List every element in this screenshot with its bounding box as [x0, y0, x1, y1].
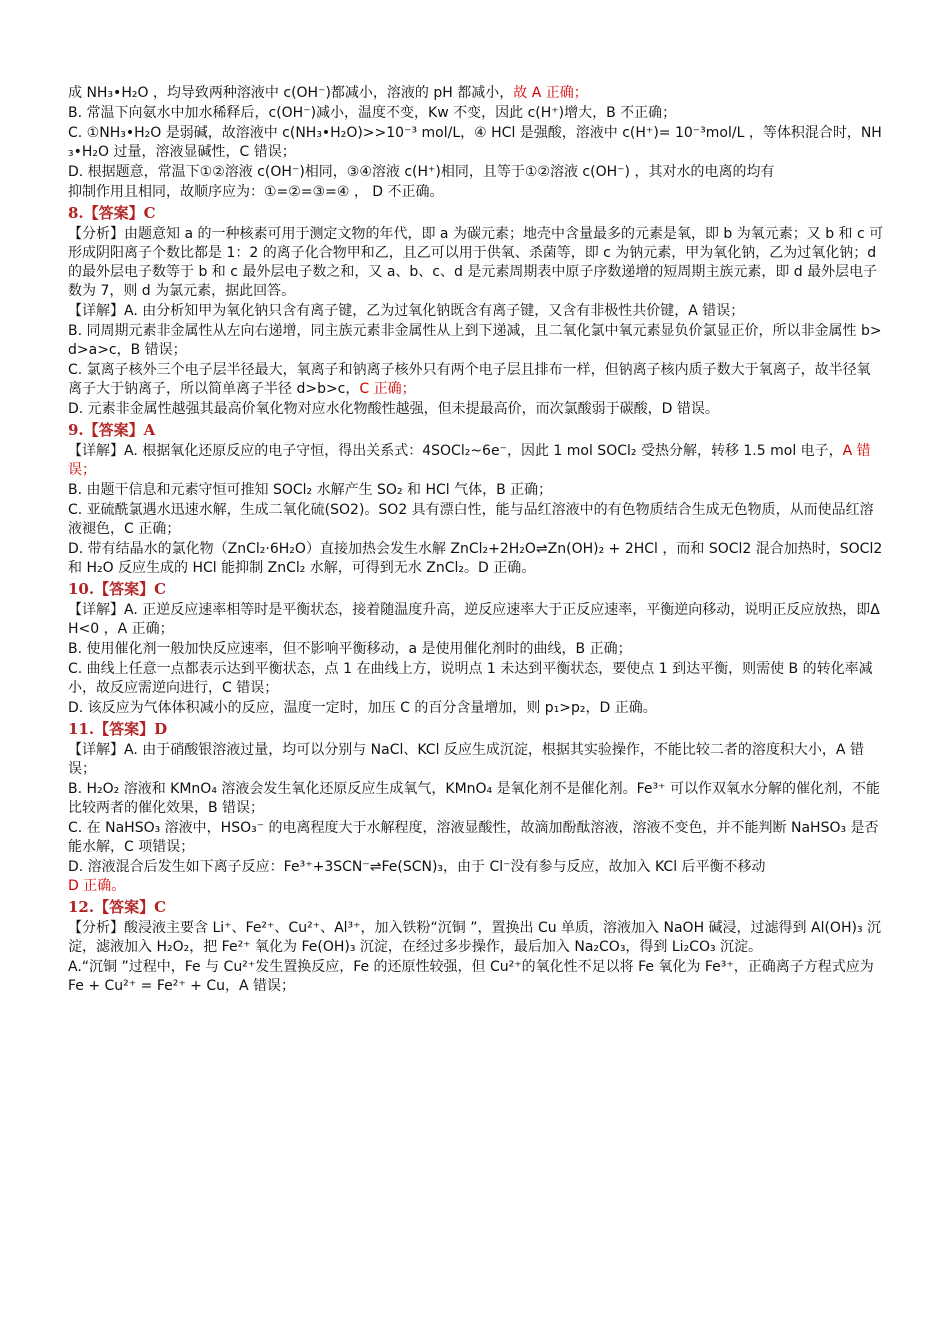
question-number: 10. [68, 580, 95, 598]
paragraph: 【分析】酸浸液主要含 Li⁺、Fe²⁺、Cu²⁺、Al³⁺，加入铁粉“沉铜 ”，置换出 Cu 单质，溶液加入 NaOH 碱浸，过滤得到 Al(OH)₃ 沉淀，滤液加入 H₂O₂，把 Fe²⁺ 氧化为 Fe(OH)₃ 沉淀，在经过多步操作，最后加入 Na₂CO₃，得到 Li₂CO₃ 沉淀。 [68, 920, 882, 955]
paragraph: C. 亚硫酰氯遇水迅速水解，生成二氧化硫(SO2)。SO2 具有漂白性，能与品红溶液中的有色物质结合生成无色物质，从而使品红溶液褪色，C 正确； [68, 502, 874, 537]
text: D. 溶液混合后发生如下离子反应：Fe³⁺+3SCN⁻⇌Fe(SCN)₃，由于 Cl⁻没有参与反应，故加入 KCl 后平衡不移动 [68, 859, 766, 875]
highlight-text: A 错误； [68, 443, 871, 478]
text: C. 氯离子核外三个电子层半径最大，氧离子和钠离子核外只有两个电子层且排布一样，但钠离子核内质子数大于氧离子，故半径氧离子大于钠离子，所以简单离子半径 d>b>c， [68, 362, 871, 397]
question-number: 12. [68, 898, 95, 916]
answer-heading-10 [68, 579, 884, 600]
paragraph [68, 442, 884, 480]
highlight-text: C 正确； [359, 381, 416, 397]
question-number: 9. [68, 421, 84, 439]
highlight-text: D 正确。 [68, 878, 126, 894]
text: 成 NH₃•H₂O ，均导致两种溶液中 c(OH⁻)都减小，溶液的 pH 都减小， [68, 85, 514, 101]
paragraph: D. 根据题意，常温下①②溶液 c(OH⁻)相同，③④溶液 c(H⁺)相同，且等于①②溶液 c(OH⁻) ，其对水的电离的均有 [68, 164, 775, 180]
answer-heading-8 [68, 203, 884, 224]
answer-tag: 【答案】C [94, 898, 167, 916]
paragraph: 【详解】A. 由分析知甲为氧化钠只含有离子键，乙为过氧化钠既含有离子键，又含有非极性共价键，A 错误； [68, 303, 745, 319]
document-body [68, 84, 884, 997]
paragraph: 【分析】由题意知 a 的一种核素可用于测定文物的年代，即 a 为碳元素；地壳中含量最多的元素是氧，即 b 为氧元素；又 b 和 c 可形成阴阳离子个数比都是 1：2 的离子化合物甲和乙，且乙可以用于供氧、杀菌等，即 c 为钠元素，甲为氧化钠，乙为过氧化钠；d 的最外层电子数等于 b 和 c 最外层电子数之和，又 a、b、c、d 是元素周期表中原子序数递增的短周期主族元素，即 d 最外层电子数为 7，则 d 为氯元素，据此回答。 [68, 226, 884, 299]
paragraph: D. 元素非金属性越强其最高价氧化物对应水化物酸性越强，但未提最高价，而次氯酸弱于碳酸，D 错误。 [68, 401, 719, 417]
answer-tag: 【答案】C [83, 204, 156, 222]
paragraph: 【详解】A. 正逆反应速率相等时是平衡状态，接着随温度升高，逆反应速率大于正反应速率，平衡逆向移动，说明正反应放热，即ΔH<0 ，A 正确； [68, 602, 880, 637]
answer-heading-11 [68, 719, 884, 740]
paragraph: 抑制作用且相同，故顺序应为：①=②=③=④ ， D 不正确。 [68, 184, 444, 200]
paragraph: B. 常温下向氨水中加水稀释后，c(OH⁻)减小，温度不变，Kw 不变，因此 c(H⁺)增大，B 不正确； [68, 105, 677, 121]
paragraph [68, 361, 884, 399]
paragraph: D. 该反应为气体体积减小的反应，温度一定时，加压 C 的百分含量增加，则 p₁>p₂，D 正确。 [68, 700, 657, 716]
paragraph: B. 同周期元素非金属性从左向右递增，同主族元素非金属性从上到下递减，且二氧化氯中氧元素显负价氯显正价，所以非金属性 b>d>a>c，B 错误； [68, 323, 882, 358]
paragraph: 【详解】A. 由于硝酸银溶液过量，均可以分别与 NaCl、KCl 反应生成沉淀，根据其实验操作，不能比较二者的溶度积大小，A 错误； [68, 742, 864, 777]
question-number: 11. [68, 720, 95, 738]
paragraph: C. 在 NaHSO₃ 溶液中，HSO₃⁻ 的电离程度大于水解程度，溶液显酸性，故滴加酚酞溶液，溶液不变色，并不能判断 NaHSO₃ 是否能水解，C 项错误； [68, 820, 879, 855]
answer-tag: 【答案】A [83, 421, 156, 439]
answer-heading-9 [68, 420, 884, 441]
paragraph: B. H₂O₂ 溶液和 KMnO₄ 溶液会发生氧化还原反应生成氧气，KMnO₄ 是氧化剂不是催化剂。Fe³⁺ 可以作双氧水分解的催化剂，不能比较两者的催化效果，B 错误； [68, 781, 880, 816]
text: 【详解】A. 根据氧化还原反应的电子守恒，得出关系式：4SOCl₂~6e⁻，因此 1 mol SOCl₂ 受热分解，转移 1.5 mol 电子， [68, 443, 843, 459]
paragraph: B. 由题干信息和元素守恒可推知 SOCl₂ 水解产生 SO₂ 和 HCl 气体，B 正确； [68, 482, 553, 498]
paragraph [68, 858, 884, 896]
paragraph: C. ①NH₃•H₂O 是弱碱，故溶液中 c(NH₃•H₂O)>>10⁻³ mol/L，④ HCl 是强酸，溶液中 c(H⁺)= 10⁻³mol/L ，等体积混合时，NH₃•H₂O 过量，溶液显碱性，C 错误； [68, 125, 882, 160]
answer-heading-12 [68, 897, 884, 918]
paragraph: D. 带有结晶水的氯化物（ZnCl₂·6H₂O）直接加热会发生水解 ZnCl₂+2H₂O⇌Zn(OH)₂ + 2HCl ，而和 SOCl2 混合加热时，SOCl2 和 H₂O 反应生成的 HCl 能抑制 ZnCl₂ 水解，可得到无水 ZnCl₂。D 正确。 [68, 541, 883, 576]
answer-tag: 【答案】D [94, 720, 168, 738]
paragraph: C. 曲线上任意一点都表示达到平衡状态，点 1 在曲线上方，说明点 1 未达到平衡状态，要使点 1 到达平衡，则需使 B 的转化率减小，故反应需逆向进行，C 错误； [68, 661, 873, 696]
answer-tag: 【答案】C [94, 580, 167, 598]
question-number: 8. [68, 204, 84, 222]
paragraph: A.“沉铜 ”过程中，Fe 与 Cu²⁺发生置换反应，Fe 的还原性较强，但 Cu²⁺的氧化性不足以将 Fe 氧化为 Fe³⁺，正确离子方程式应为 Fe + Cu²⁺ = Fe²⁺ + Cu，A 错误； [68, 959, 874, 994]
paragraph: B. 使用催化剂一般加快反应速率，但不影响平衡移动，a 是使用催化剂时的曲线，B 正确； [68, 641, 632, 657]
paragraph [68, 84, 884, 103]
highlight-text: 故 A 正确； [513, 85, 588, 101]
